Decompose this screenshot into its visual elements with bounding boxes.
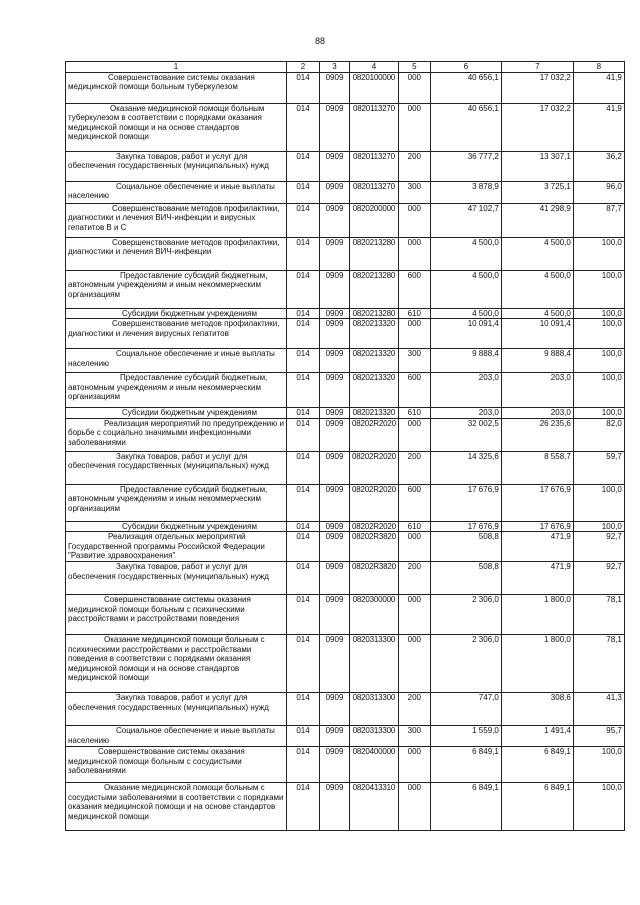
row-name: Совершенствование методов профилактики, диагностики и лечения ВИЧ-инфекции и вирусных гепатитов В и С: [66, 203, 287, 237]
row-percent: 41,9: [573, 72, 624, 103]
row-percent: 95,7: [573, 726, 624, 747]
row-planned: 508,8: [430, 562, 501, 595]
row-executed: 10 091,4: [501, 319, 573, 349]
table-row: [66, 521, 625, 532]
row-name: Субсидии бюджетным учреждениям: [66, 408, 287, 419]
row-section-code: 0909: [320, 726, 350, 747]
table-row: [66, 532, 625, 562]
row-expense-type: 000: [398, 203, 430, 237]
row-planned: 747,0: [430, 693, 501, 726]
row-planned: 203,0: [430, 373, 501, 408]
row-admin-code: 014: [287, 237, 320, 270]
row-target-code: 08202R2020: [350, 521, 399, 532]
row-section-code: 0909: [320, 181, 350, 203]
row-planned: 9 888,4: [430, 349, 501, 373]
row-expense-type: 600: [398, 270, 430, 308]
row-name: Реализация отдельных мероприятий Государственной программы Российской Федерации "Развитие здравоохранения": [66, 532, 287, 562]
row-executed: 17 676,9: [501, 484, 573, 521]
header-row: [66, 62, 625, 73]
table-row: [66, 103, 625, 151]
row-percent: 36,2: [573, 151, 624, 181]
row-name: Предоставление субсидий бюджетным, автономным учреждениям и иным некоммерческим организациям: [66, 373, 287, 408]
row-executed: 26 235,6: [501, 418, 573, 451]
header-col-3: 3: [320, 62, 350, 73]
row-admin-code: 014: [287, 595, 320, 635]
row-expense-type: 000: [398, 635, 430, 693]
row-admin-code: 014: [287, 747, 320, 783]
row-admin-code: 014: [287, 203, 320, 237]
row-percent: 41,3: [573, 693, 624, 726]
row-admin-code: 014: [287, 408, 320, 419]
table-row: [66, 373, 625, 408]
table-row: [66, 747, 625, 783]
row-percent: 82,0: [573, 418, 624, 451]
row-percent: 87,7: [573, 203, 624, 237]
row-percent: 100,0: [573, 349, 624, 373]
row-planned: 4 500,0: [430, 237, 501, 270]
row-executed: 9 888,4: [501, 349, 573, 373]
row-planned: 2 306,0: [430, 635, 501, 693]
header-col-4: 4: [350, 62, 399, 73]
row-admin-code: 014: [287, 181, 320, 203]
row-percent: 78,1: [573, 635, 624, 693]
row-executed: 17 032,2: [501, 72, 573, 103]
row-expense-type: 000: [398, 237, 430, 270]
row-name: Субсидии бюджетным учреждениям: [66, 308, 287, 319]
row-section-code: 0909: [320, 595, 350, 635]
row-target-code: 0820213320: [350, 373, 399, 408]
row-executed: 3 725,1: [501, 181, 573, 203]
row-expense-type: 000: [398, 532, 430, 562]
header-col-5: 5: [398, 62, 430, 73]
table-row: [66, 203, 625, 237]
table-row: [66, 783, 625, 831]
row-percent: 100,0: [573, 747, 624, 783]
row-name: Социальное обеспечение и иные выплаты населению: [66, 726, 287, 747]
row-section-code: 0909: [320, 270, 350, 308]
row-section-code: 0909: [320, 373, 350, 408]
row-section-code: 0909: [320, 72, 350, 103]
row-percent: 92,7: [573, 532, 624, 562]
row-planned: 17 676,9: [430, 521, 501, 532]
table-row: [66, 595, 625, 635]
row-executed: 1 800,0: [501, 635, 573, 693]
row-expense-type: 610: [398, 308, 430, 319]
row-target-code: 0820213280: [350, 237, 399, 270]
row-percent: 100,0: [573, 783, 624, 831]
row-target-code: 0820313300: [350, 635, 399, 693]
table-row: [66, 181, 625, 203]
row-admin-code: 014: [287, 451, 320, 484]
row-percent: 78,1: [573, 595, 624, 635]
row-name: Закупка товаров, работ и услуг для обеспечения государственных (муниципальных) нужд: [66, 451, 287, 484]
row-admin-code: 014: [287, 521, 320, 532]
row-percent: 100,0: [573, 270, 624, 308]
row-planned: 3 878,9: [430, 181, 501, 203]
row-target-code: 08202R2020: [350, 484, 399, 521]
row-expense-type: 000: [398, 747, 430, 783]
row-section-code: 0909: [320, 237, 350, 270]
table-row: [66, 484, 625, 521]
header-col-2: 2: [287, 62, 320, 73]
row-executed: 8 558,7: [501, 451, 573, 484]
row-admin-code: 014: [287, 373, 320, 408]
row-admin-code: 014: [287, 103, 320, 151]
row-target-code: 0820113270: [350, 103, 399, 151]
row-planned: 4 500,0: [430, 308, 501, 319]
table-row: [66, 693, 625, 726]
row-executed: 4 500,0: [501, 308, 573, 319]
table-row: [66, 418, 625, 451]
row-percent: 100,0: [573, 373, 624, 408]
row-percent: 59,7: [573, 451, 624, 484]
row-name: Закупка товаров, работ и услуг для обеспечения государственных (муниципальных) нужд: [66, 151, 287, 181]
row-expense-type: 600: [398, 373, 430, 408]
row-planned: 10 091,4: [430, 319, 501, 349]
row-name: Оказание медицинской помощи больным туберкулезом в соответствии с порядками оказания медицинской помощи и на основе стандартов медицинской помощи: [66, 103, 287, 151]
row-name: Совершенствование системы оказания медицинской помощи больным с сосудистыми заболеваниями: [66, 747, 287, 783]
row-expense-type: 000: [398, 783, 430, 831]
row-planned: 203,0: [430, 408, 501, 419]
row-percent: 100,0: [573, 237, 624, 270]
row-name: Субсидии бюджетным учреждениям: [66, 521, 287, 532]
row-target-code: 0820313300: [350, 726, 399, 747]
row-executed: 17 676,9: [501, 521, 573, 532]
row-expense-type: 610: [398, 408, 430, 419]
row-planned: 14 325,6: [430, 451, 501, 484]
table-row: [66, 562, 625, 595]
row-name: Совершенствование методов профилактики, диагностики и лечения вирусных гепатитов: [66, 319, 287, 349]
row-executed: 1 491,4: [501, 726, 573, 747]
table-row: [66, 151, 625, 181]
row-section-code: 0909: [320, 783, 350, 831]
row-executed: 13 307,1: [501, 151, 573, 181]
row-admin-code: 014: [287, 783, 320, 831]
budget-table: [65, 61, 625, 831]
row-section-code: 0909: [320, 203, 350, 237]
row-planned: 4 500,0: [430, 270, 501, 308]
row-name: Совершенствование системы оказания медицинской помощи больным туберкулезом: [66, 72, 287, 103]
row-target-code: 0820413310: [350, 783, 399, 831]
row-executed: 203,0: [501, 373, 573, 408]
row-name: Социальное обеспечение и иные выплаты населению: [66, 349, 287, 373]
table-row: [66, 72, 625, 103]
table-row: [66, 270, 625, 308]
row-planned: 2 306,0: [430, 595, 501, 635]
row-section-code: 0909: [320, 484, 350, 521]
row-executed: 4 500,0: [501, 237, 573, 270]
row-percent: 41,9: [573, 103, 624, 151]
row-section-code: 0909: [320, 635, 350, 693]
row-name: Оказание медицинской помощи больным с сосудистыми заболеваниями в соответствии с порядками оказания медицинской помощи и на основе стандартов медицинской помощи: [66, 783, 287, 831]
row-executed: 4 500,0: [501, 270, 573, 308]
row-target-code: 0820213320: [350, 349, 399, 373]
row-planned: 40 656,1: [430, 103, 501, 151]
row-planned: 6 849,1: [430, 783, 501, 831]
row-executed: 41 298,9: [501, 203, 573, 237]
row-section-code: 0909: [320, 747, 350, 783]
table-row: [66, 237, 625, 270]
row-name: Совершенствование методов профилактики, диагностики и лечения ВИЧ-инфекции: [66, 237, 287, 270]
header-col-7: 7: [501, 62, 573, 73]
row-section-code: 0909: [320, 418, 350, 451]
row-target-code: 0820400000: [350, 747, 399, 783]
row-executed: 471,9: [501, 532, 573, 562]
row-percent: 100,0: [573, 308, 624, 319]
row-admin-code: 014: [287, 562, 320, 595]
row-planned: 40 656,1: [430, 72, 501, 103]
row-planned: 1 559,0: [430, 726, 501, 747]
row-expense-type: 300: [398, 181, 430, 203]
row-name: Закупка товаров, работ и услуг для обеспечения государственных (муниципальных) нужд: [66, 562, 287, 595]
row-section-code: 0909: [320, 151, 350, 181]
row-admin-code: 014: [287, 308, 320, 319]
row-target-code: 0820300000: [350, 595, 399, 635]
row-section-code: 0909: [320, 308, 350, 319]
row-expense-type: 200: [398, 562, 430, 595]
row-name: Закупка товаров, работ и услуг для обеспечения государственных (муниципальных) нужд: [66, 693, 287, 726]
row-admin-code: 014: [287, 319, 320, 349]
row-expense-type: 600: [398, 484, 430, 521]
row-percent: 100,0: [573, 484, 624, 521]
row-target-code: 0820213280: [350, 270, 399, 308]
row-section-code: 0909: [320, 562, 350, 595]
header-col-1: 1: [66, 62, 287, 73]
row-planned: 47 102,7: [430, 203, 501, 237]
row-section-code: 0909: [320, 532, 350, 562]
row-admin-code: 014: [287, 270, 320, 308]
table-row: [66, 349, 625, 373]
row-section-code: 0909: [320, 349, 350, 373]
row-executed: 308,6: [501, 693, 573, 726]
row-admin-code: 014: [287, 349, 320, 373]
row-target-code: 0820200000: [350, 203, 399, 237]
table-row: [66, 451, 625, 484]
row-percent: 100,0: [573, 521, 624, 532]
row-admin-code: 014: [287, 693, 320, 726]
row-admin-code: 014: [287, 484, 320, 521]
row-planned: 508,8: [430, 532, 501, 562]
table-row: [66, 635, 625, 693]
row-admin-code: 014: [287, 635, 320, 693]
row-target-code: 0820100000: [350, 72, 399, 103]
row-target-code: 08202R2020: [350, 451, 399, 484]
row-planned: 17 676,9: [430, 484, 501, 521]
row-target-code: 08202R3820: [350, 532, 399, 562]
row-admin-code: 014: [287, 532, 320, 562]
row-percent: 92,7: [573, 562, 624, 595]
row-expense-type: 300: [398, 726, 430, 747]
header-col-8: 8: [573, 62, 624, 73]
row-name: Реализация мероприятий по предупреждению и борьбе с социально значимыми инфекционными заболеваниями: [66, 418, 287, 451]
page-number: 88: [314, 36, 325, 46]
row-expense-type: 000: [398, 103, 430, 151]
row-target-code: 08202R2020: [350, 418, 399, 451]
table-row: [66, 319, 625, 349]
row-name: Социальное обеспечение и иные выплаты населению: [66, 181, 287, 203]
row-expense-type: 000: [398, 72, 430, 103]
row-planned: 36 777,2: [430, 151, 501, 181]
row-executed: 6 849,1: [501, 783, 573, 831]
row-executed: 471,9: [501, 562, 573, 595]
row-admin-code: 014: [287, 726, 320, 747]
header-col-6: 6: [430, 62, 501, 73]
row-executed: 1 800,0: [501, 595, 573, 635]
table-row: [66, 408, 625, 419]
table-row: [66, 308, 625, 319]
row-expense-type: 610: [398, 521, 430, 532]
row-expense-type: 000: [398, 418, 430, 451]
row-target-code: 0820213320: [350, 408, 399, 419]
row-expense-type: 200: [398, 451, 430, 484]
row-target-code: 0820113270: [350, 181, 399, 203]
row-planned: 6 849,1: [430, 747, 501, 783]
row-executed: 6 849,1: [501, 747, 573, 783]
row-executed: 203,0: [501, 408, 573, 419]
row-percent: 100,0: [573, 319, 624, 349]
row-admin-code: 014: [287, 72, 320, 103]
row-section-code: 0909: [320, 451, 350, 484]
row-target-code: 0820113270: [350, 151, 399, 181]
table-body: [66, 72, 625, 831]
row-admin-code: 014: [287, 418, 320, 451]
row-name: Предоставление субсидий бюджетным, автономным учреждениям и иным некоммерческим организациям: [66, 484, 287, 521]
row-percent: 96,0: [573, 181, 624, 203]
row-section-code: 0909: [320, 693, 350, 726]
row-planned: 32 002,5: [430, 418, 501, 451]
row-section-code: 0909: [320, 408, 350, 419]
row-expense-type: 200: [398, 693, 430, 726]
row-expense-type: 000: [398, 319, 430, 349]
row-expense-type: 200: [398, 151, 430, 181]
row-section-code: 0909: [320, 319, 350, 349]
row-expense-type: 000: [398, 595, 430, 635]
row-section-code: 0909: [320, 521, 350, 532]
row-percent: 100,0: [573, 408, 624, 419]
row-name: Оказание медицинской помощи больным с психическими расстройствами и расстройствами поведения в соответствии с порядками оказания медицинской помощи и на основе стандартов медицинской помощи: [66, 635, 287, 693]
row-target-code: 0820213280: [350, 308, 399, 319]
row-executed: 17 032,2: [501, 103, 573, 151]
row-admin-code: 014: [287, 151, 320, 181]
row-target-code: 0820313300: [350, 693, 399, 726]
row-name: Предоставление субсидий бюджетным, автономным учреждениям и иным некоммерческим организациям: [66, 270, 287, 308]
row-target-code: 08202R3820: [350, 562, 399, 595]
row-expense-type: 300: [398, 349, 430, 373]
row-target-code: 0820213320: [350, 319, 399, 349]
table-row: [66, 726, 625, 747]
row-section-code: 0909: [320, 103, 350, 151]
row-name: Совершенствование системы оказания медицинской помощи больным с психическими расстройствами и расстройствами поведения: [66, 595, 287, 635]
